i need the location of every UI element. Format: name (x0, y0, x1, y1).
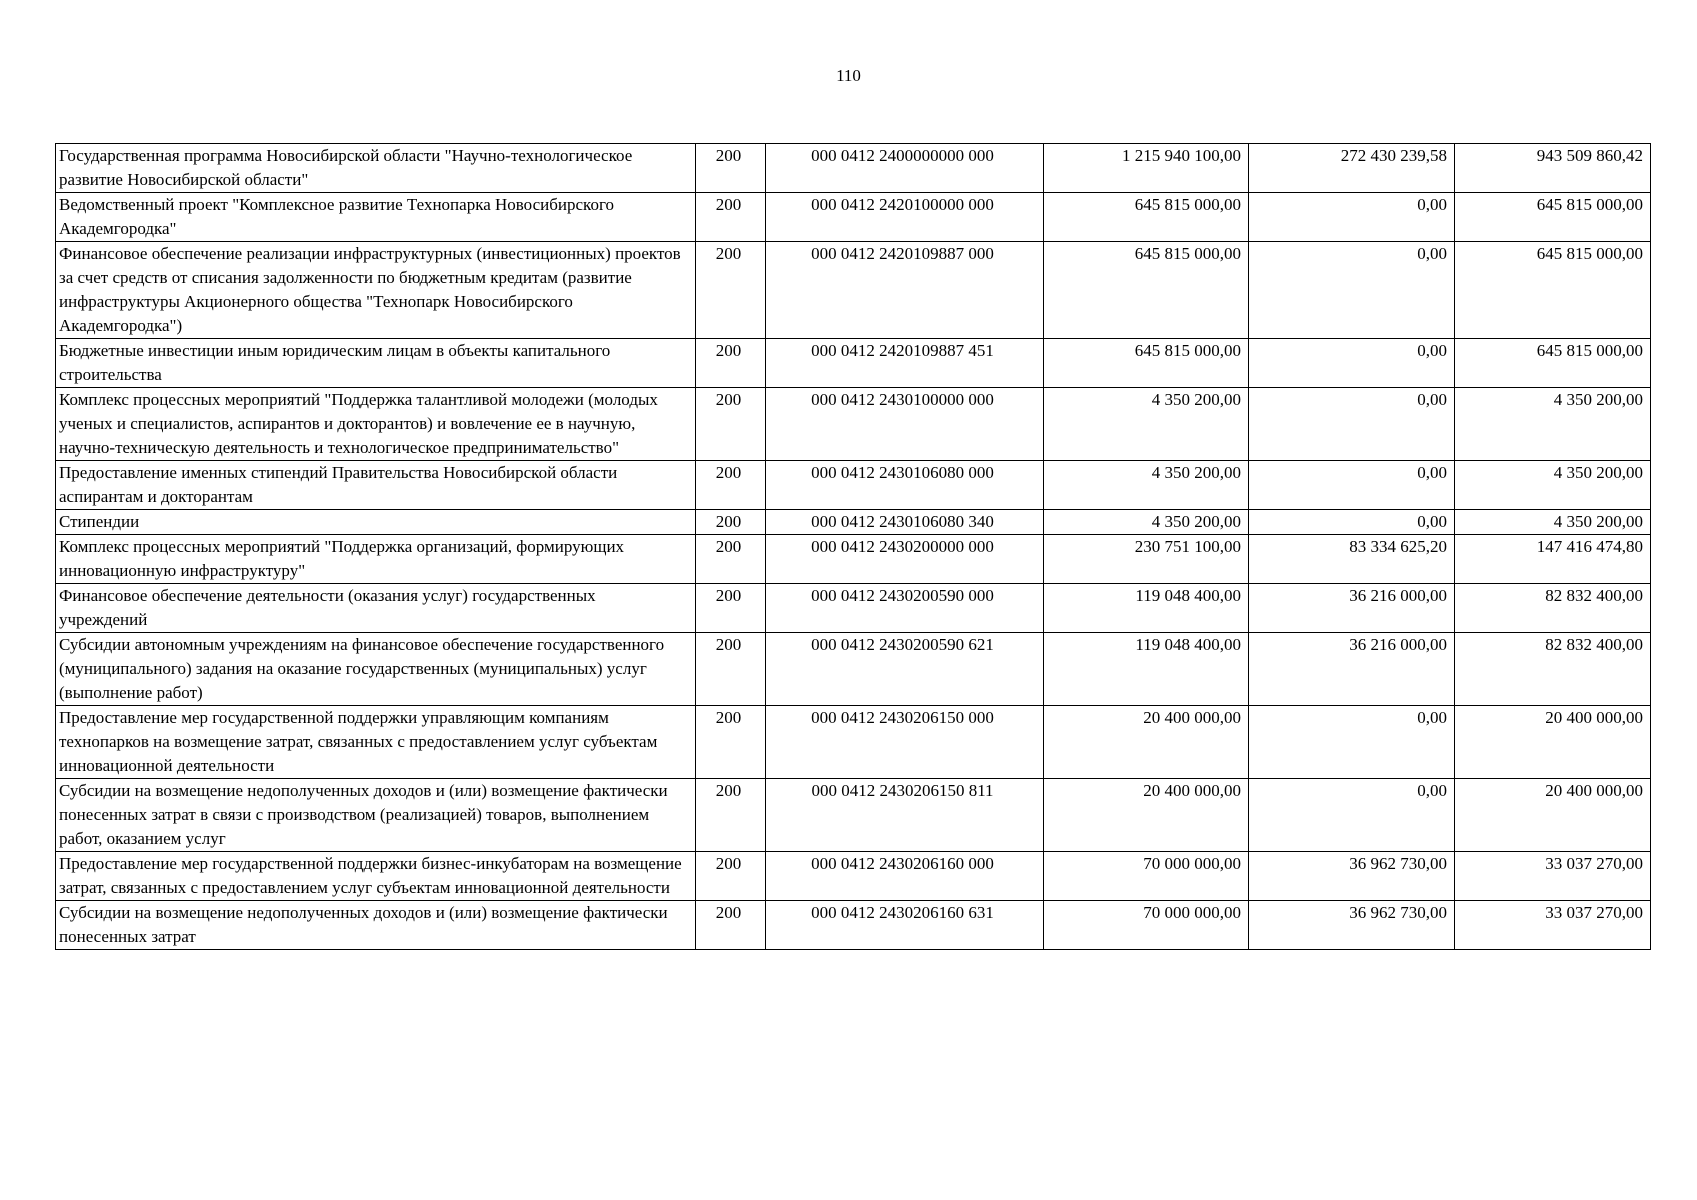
row-name-cell: Ведомственный проект "Комплексное развитие Технопарка Новосибирского Академгородка" (56, 193, 696, 242)
row-executed-cell: 36 962 730,00 (1249, 901, 1455, 950)
row-code-cell: 200 (696, 706, 766, 779)
row-classification-cell: 000 0412 2430206150 000 (766, 706, 1044, 779)
table-row (56, 535, 1651, 584)
row-executed-cell: 0,00 (1249, 461, 1455, 510)
table-body (56, 144, 1651, 950)
row-code-cell: 200 (696, 633, 766, 706)
table-row (56, 779, 1651, 852)
table-row (56, 633, 1651, 706)
row-classification-cell: 000 0412 2430200590 000 (766, 584, 1044, 633)
row-name-cell: Субсидии на возмещение недополученных доходов и (или) возмещение фактически понесенных затрат (56, 901, 696, 950)
row-executed-cell: 272 430 239,58 (1249, 144, 1455, 193)
table-row (56, 144, 1651, 193)
row-approved-cell: 119 048 400,00 (1044, 584, 1249, 633)
row-name-cell: Комплекс процессных мероприятий "Поддержка организаций, формирующих инновационную инфраструктуру" (56, 535, 696, 584)
row-code-cell: 200 (696, 535, 766, 584)
row-classification-cell: 000 0412 2420109887 451 (766, 339, 1044, 388)
row-executed-cell: 0,00 (1249, 779, 1455, 852)
row-code-cell: 200 (696, 339, 766, 388)
row-approved-cell: 645 815 000,00 (1044, 193, 1249, 242)
row-unexecuted-cell: 943 509 860,42 (1455, 144, 1651, 193)
row-code-cell: 200 (696, 193, 766, 242)
page-number: 110 (836, 66, 861, 85)
row-name-cell: Стипендии (56, 510, 696, 535)
row-classification-cell: 000 0412 2430200000 000 (766, 535, 1044, 584)
row-approved-cell: 4 350 200,00 (1044, 388, 1249, 461)
row-executed-cell: 0,00 (1249, 510, 1455, 535)
row-executed-cell: 36 216 000,00 (1249, 633, 1455, 706)
row-name-cell: Финансовое обеспечение реализации инфраструктурных (инвестиционных) проектов за счет средств от списания задолженности по бюджетным кредитам (развитие инфраструктуры Акционерного общества "Технопарк Новосибирского Академгородка") (56, 242, 696, 339)
row-unexecuted-cell: 645 815 000,00 (1455, 242, 1651, 339)
row-approved-cell: 230 751 100,00 (1044, 535, 1249, 584)
row-unexecuted-cell: 33 037 270,00 (1455, 852, 1651, 901)
row-executed-cell: 0,00 (1249, 193, 1455, 242)
table-row (56, 461, 1651, 510)
row-classification-cell: 000 0412 2430106080 000 (766, 461, 1044, 510)
table-row (56, 510, 1651, 535)
row-unexecuted-cell: 4 350 200,00 (1455, 461, 1651, 510)
row-classification-cell: 000 0412 2420100000 000 (766, 193, 1044, 242)
row-executed-cell: 0,00 (1249, 388, 1455, 461)
row-unexecuted-cell: 33 037 270,00 (1455, 901, 1651, 950)
row-name-cell: Предоставление мер государственной поддержки управляющим компаниям технопарков на возмещение затрат, связанных с предоставлением услуг субъектам инновационной деятельности (56, 706, 696, 779)
table-row (56, 901, 1651, 950)
table-row (56, 584, 1651, 633)
row-code-cell: 200 (696, 901, 766, 950)
row-name-cell: Бюджетные инвестиции иным юридическим лицам в объекты капитального строительства (56, 339, 696, 388)
row-unexecuted-cell: 82 832 400,00 (1455, 584, 1651, 633)
row-classification-cell: 000 0412 2430200590 621 (766, 633, 1044, 706)
row-unexecuted-cell: 147 416 474,80 (1455, 535, 1651, 584)
row-code-cell: 200 (696, 584, 766, 633)
row-code-cell: 200 (696, 388, 766, 461)
row-classification-cell: 000 0412 2430206150 811 (766, 779, 1044, 852)
row-classification-cell: 000 0412 2430206160 631 (766, 901, 1044, 950)
table-row (56, 388, 1651, 461)
row-name-cell: Предоставление мер государственной поддержки бизнес-инкубаторам на возмещение затрат, связанных с предоставлением услуг субъектам инновационной деятельности (56, 852, 696, 901)
row-code-cell: 200 (696, 510, 766, 535)
row-executed-cell: 36 962 730,00 (1249, 852, 1455, 901)
row-classification-cell: 000 0412 2430100000 000 (766, 388, 1044, 461)
row-name-cell: Предоставление именных стипендий Правительства Новосибирской области аспирантам и докторантам (56, 461, 696, 510)
table-row (56, 852, 1651, 901)
row-name-cell: Субсидии на возмещение недополученных доходов и (или) возмещение фактически понесенных затрат в связи с производством (реализацией) товаров, выполнением работ, оказанием услуг (56, 779, 696, 852)
row-code-cell: 200 (696, 779, 766, 852)
row-classification-cell: 000 0412 2430106080 340 (766, 510, 1044, 535)
budget-table (55, 143, 1651, 950)
table-row (56, 706, 1651, 779)
row-approved-cell: 645 815 000,00 (1044, 242, 1249, 339)
row-unexecuted-cell: 4 350 200,00 (1455, 388, 1651, 461)
row-code-cell: 200 (696, 852, 766, 901)
row-name-cell: Субсидии автономным учреждениям на финансовое обеспечение государственного (муниципального) задания на оказание государственных (муниципальных) услуг (выполнение работ) (56, 633, 696, 706)
row-unexecuted-cell: 645 815 000,00 (1455, 193, 1651, 242)
row-approved-cell: 119 048 400,00 (1044, 633, 1249, 706)
row-approved-cell: 70 000 000,00 (1044, 852, 1249, 901)
row-code-cell: 200 (696, 461, 766, 510)
row-classification-cell: 000 0412 2430206160 000 (766, 852, 1044, 901)
row-name-cell: Государственная программа Новосибирской области "Научно-технологическое развитие Новосибирской области" (56, 144, 696, 193)
row-executed-cell: 0,00 (1249, 242, 1455, 339)
row-name-cell: Комплекс процессных мероприятий "Поддержка талантливой молодежи (молодых ученых и специалистов, аспирантов и докторантов) и вовлечение ее в научную, научно-техническую деятельность и технологическое предпринимательство" (56, 388, 696, 461)
row-approved-cell: 1 215 940 100,00 (1044, 144, 1249, 193)
table-row (56, 193, 1651, 242)
row-approved-cell: 20 400 000,00 (1044, 779, 1249, 852)
row-unexecuted-cell: 20 400 000,00 (1455, 779, 1651, 852)
table-row (56, 339, 1651, 388)
row-approved-cell: 70 000 000,00 (1044, 901, 1249, 950)
row-approved-cell: 20 400 000,00 (1044, 706, 1249, 779)
row-executed-cell: 0,00 (1249, 706, 1455, 779)
row-executed-cell: 0,00 (1249, 339, 1455, 388)
row-approved-cell: 645 815 000,00 (1044, 339, 1249, 388)
row-unexecuted-cell: 645 815 000,00 (1455, 339, 1651, 388)
row-classification-cell: 000 0412 2400000000 000 (766, 144, 1044, 193)
row-unexecuted-cell: 82 832 400,00 (1455, 633, 1651, 706)
row-code-cell: 200 (696, 144, 766, 193)
row-approved-cell: 4 350 200,00 (1044, 461, 1249, 510)
row-unexecuted-cell: 20 400 000,00 (1455, 706, 1651, 779)
row-unexecuted-cell: 4 350 200,00 (1455, 510, 1651, 535)
row-classification-cell: 000 0412 2420109887 000 (766, 242, 1044, 339)
row-executed-cell: 36 216 000,00 (1249, 584, 1455, 633)
row-approved-cell: 4 350 200,00 (1044, 510, 1249, 535)
table-row (56, 242, 1651, 339)
row-executed-cell: 83 334 625,20 (1249, 535, 1455, 584)
row-code-cell: 200 (696, 242, 766, 339)
row-name-cell: Финансовое обеспечение деятельности (оказания услуг) государственных учреждений (56, 584, 696, 633)
